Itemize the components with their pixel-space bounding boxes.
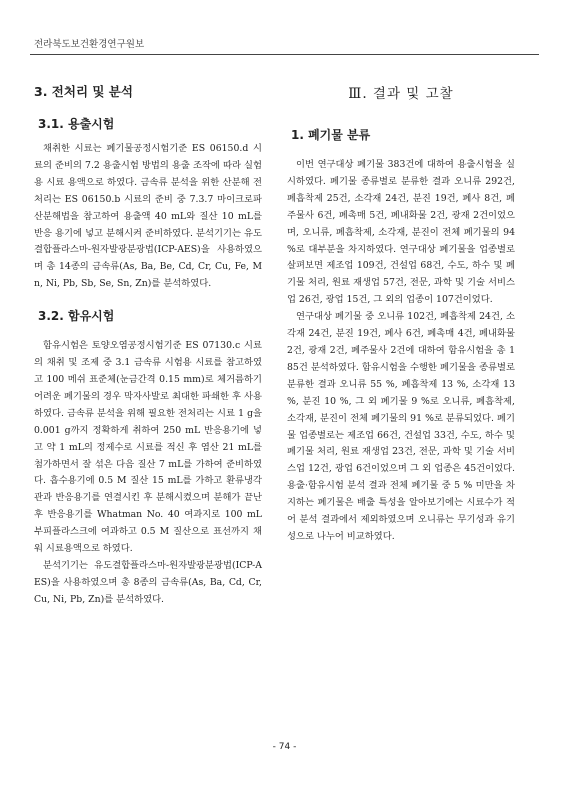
section-title-pretreatment: 3. 전처리 및 분석: [34, 84, 133, 99]
header-divider: [30, 54, 539, 55]
right-column: [287, 82, 515, 546]
content-paragraph-2: 분석기기는 유도결합플라스마-원자발광분광법(ICP-AES)을 사용하였으며 총 8종의 금속류(As, Ba, Cd, Cr, Cu, Ni, Pb, Zn)를 분석하였다.: [34, 559, 262, 605]
subsection-title-content: 3.2. 함유시험: [38, 309, 115, 324]
journal-header: 전라북도보건환경연구원보: [34, 39, 145, 50]
left-column: [34, 82, 262, 609]
classification-paragraph-2: 연구대상 폐기물 중 오니류 102건, 폐흡착제 24건, 소각재 24건, 분진 19건, 폐사 6건, 폐촉매 4건, 폐내화물 2건, 광재 2건, 폐주물사 2건에 대하여 함유시험을 총 185건 분석하였다. 함유시험을 수행한 폐기물을 종류별로 분류한 결과 오니류 55 %, 폐흡착제 13 %, 소각재 13 %, 분진 10 %, 그 외 폐기물 9 %로 오니류, 폐흡착제, 소각재, 분진이 전체 폐기물의 91 %로 분류되었다. 폐기물 업종별로는 제조업 66건, 건설업 33건, 수도, 하수 및 폐기물 처리, 원료 재생업 23건, 전문, 과학 및 기술 서비스업 12건, 광업 6건이었으며 그 외 업종은 45건이었다. 용출·함유시험 분석 결과 전체 폐기물 중 5 % 미만을 차지하는 폐기물은 배출 특성을 알아보기에는 시료수가 적어 분석 결과에서 제외하였으며 오니류는 무기성과 유기성으로 나누어 비교하였다.: [287, 311, 515, 542]
page-number: - 74 -: [272, 742, 297, 752]
subsection-title-classification: 1. 폐기물 분류: [291, 128, 371, 142]
leaching-paragraph: 채취한 시료는 폐기물공정시험기준 ES 06150.d 시료의 준비의 7.2 용출시험 방법의 용출 조작에 따라 실험용 시료 용액으로 하였다. 금속류 분석을 위한 산분해 전처리는 ES 06150.b 시료의 준비 중 7.3.7 마이크로파 산분해법을 참고하여 용출액 40 mL와 질산 10 mL를 반응 용기에 넣고 분해시켜 준비하였다. 분석기기는 유도결합플라스마-원자발광분광법(ICP-AES)을 사용하였으며 총 14종의 금속류(As, Ba, Be, Cd, Cr, Cu, Fe, Mn, Ni, Pb, Sb, Se, Sn, Zn)를 분석하였다.: [34, 143, 262, 290]
content-paragraph-1: 함유시험은 토양오염공정시험기준 ES 07130.c 시료의 채취 및 조제 중 3.1 금속류 시험용 시료를 참고하였고 100 메쉬 표준체(눈금간격 0.15 mm)로 체거름하기 어려운 폐기물의 경우 막자사발로 최대한 파쇄한 후 사용하였다. 금속류 분석을 위해 필요한 전처리는 시료 1 g을 0.001 g까지 정확하게 취하여 250 mL 반응용기에 넣고 약 1 mL의 정제수로 시료를 적신 후 염산 21 mL를 첨가하면서 잘 섞은 다음 질산 7 mL를 가하여 준비하였다. 흡수용기에 0.5 M 질산 15 mL를 가하고 환류냉각관과 반응용기를 연결시킨 후 분해시켰으며 분해가 끝난 후 반응용기를 Whatman No. 40 여과지로 100 mL 부피플라스크에 여과하고 0.5 M 질산으로 표선까지 채워 시료용액으로 하였다.: [34, 340, 262, 555]
section-title-results: Ⅲ. 결과 및 고찰: [348, 86, 454, 102]
classification-paragraph-1: 이번 연구대상 폐기물 383건에 대하여 용출시험을 실시하였다. 폐기물 종류별로 분류한 결과 오니류 292건, 폐흡착제 25건, 소각재 24건, 분진 19건, 폐사 8건, 폐주물사 6건, 폐촉매 5건, 폐내화물 2건, 광재 2건이었으며, 오니류, 폐흡착제, 소각재, 분진이 전체 폐기물의 94 %로 대부분을 차지하였다. 연구대상 폐기물을 업종별로 살펴보면 제조업 109건, 건설업 68건, 수도, 하수 및 폐기물 처리, 원료 재생업 57건, 전문, 과학 및 기술 서비스업 26건, 광업 15건, 그 외의 업종이 107건이었다.: [287, 159, 515, 306]
subsection-title-leaching: 3.1. 용출시험: [38, 117, 115, 131]
